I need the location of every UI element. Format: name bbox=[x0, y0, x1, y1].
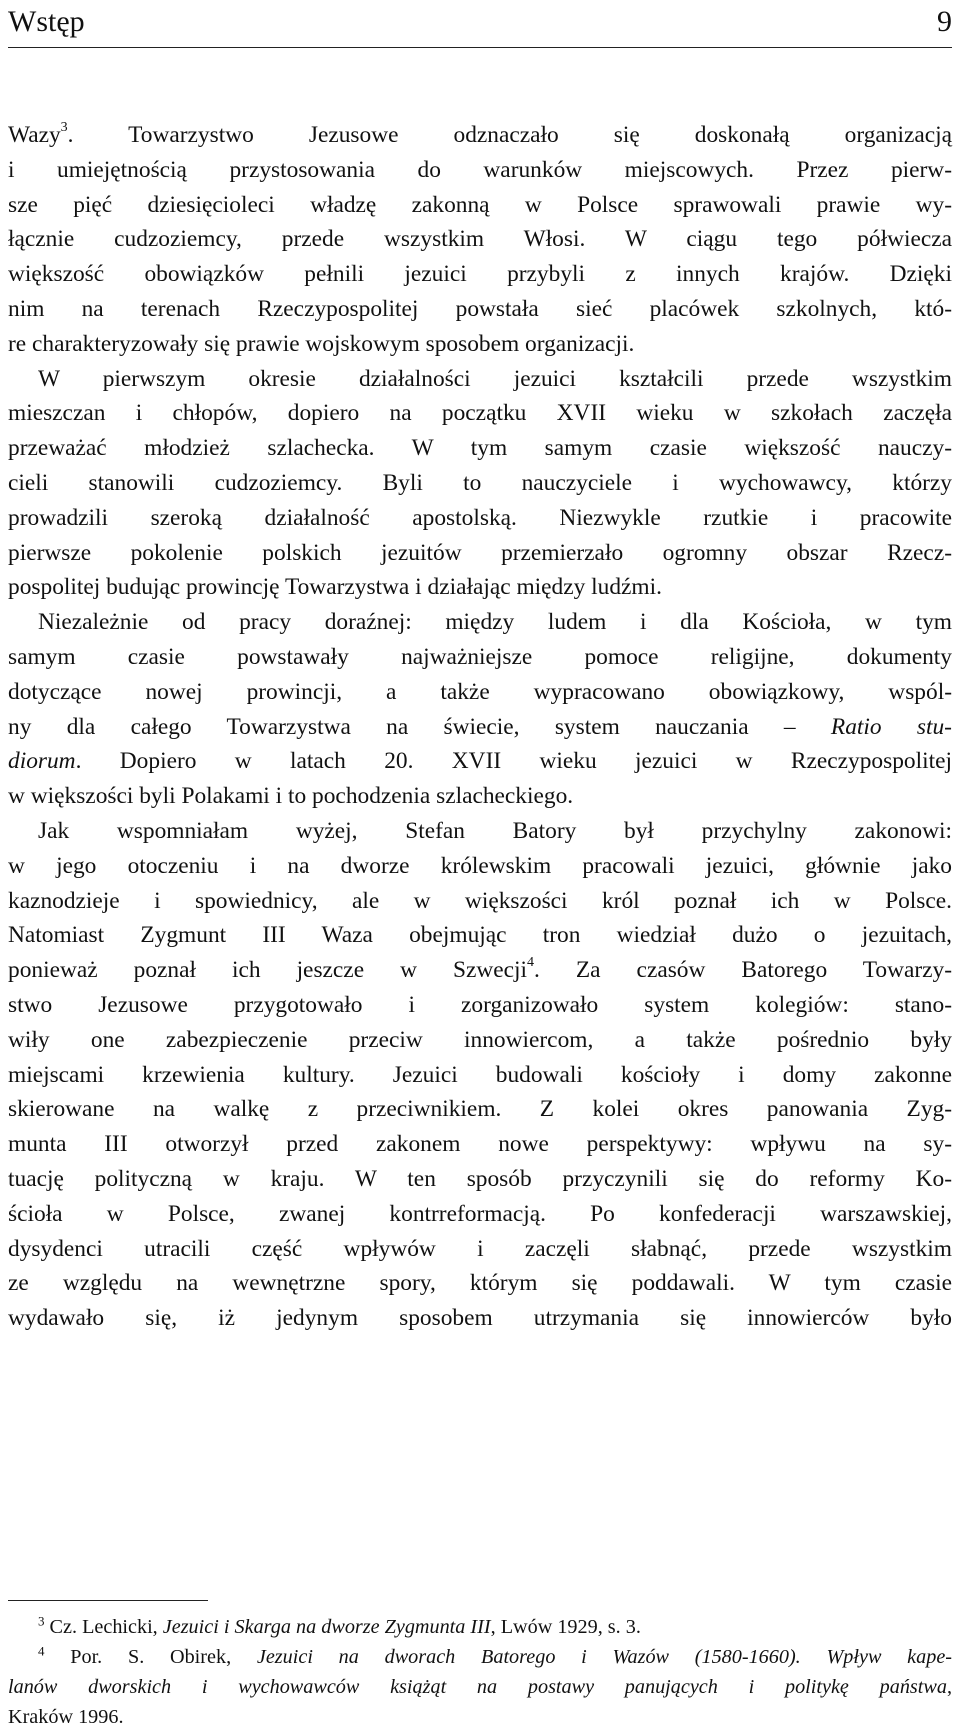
text-line: pierwsze pokolenie polskich jezuitów przemierzało ogromny obszar Rzecz- bbox=[8, 539, 952, 566]
text-line: ponieważ poznał ich jeszcze w Szwecji$^4$. Za czasów Batorego Towarzy- bbox=[8, 955, 953, 984]
footnote-ref-4[interactable]: 4 bbox=[527, 955, 535, 971]
text-line: skierowane na walkę z przeciwnikiem. Z kolei okres panowania Zyg- bbox=[8, 1096, 952, 1123]
footnote-number: 4 bbox=[38, 1643, 45, 1659]
text-line: stwo Jezusowe przygotowało i zorganizowało system kolegiów: stano- bbox=[8, 991, 952, 1018]
text-line: większość obowiązków pełnili jezuici przybyli z innych krajów. Dzięki bbox=[8, 261, 952, 288]
text-line: prowadzili szeroką działalność apostolską. Niezwykle rzutkie i pracowite bbox=[8, 504, 952, 531]
text-line: Jak wspomniałam wyżej, Stefan Batory był przychylny zakonowi: bbox=[38, 817, 952, 844]
text-line: ścioła w Polsce, zwanej kontrreformacją. Po konfederacji warszawskiej, bbox=[8, 1200, 952, 1227]
text-line: miejscami krzewienia kultury. Jezuici budowali kościoły i domy zakonne bbox=[8, 1061, 952, 1088]
footnote-4: $^4$ Por. S. Obirek, Jezuici na dworach Batorego i Wazów (1580-1660). Wpływ kape- bbox=[38, 1643, 952, 1668]
footnotes bbox=[8, 1612, 952, 1732]
text-line: sze pięć dziesięcioleci władzę zakonną w Polsce sprawowali prawie wy- bbox=[8, 191, 952, 218]
chapter-title: Wstęp bbox=[8, 5, 85, 38]
text-line: wiły one zabezpieczenie przeciw innowiercom, a także pośrednio były bbox=[8, 1026, 952, 1053]
text-line: Natomiast Zygmunt III Waza obejmując tron wiedział dużo o jezuitach, bbox=[8, 922, 952, 949]
text-line: łącznie cudzoziemcy, przede wszystkim Włosi. W ciągu tego półwiecza bbox=[8, 226, 952, 253]
text-line: i umiejętnością przystosowania do warunków miejscowych. Przez pierw- bbox=[8, 156, 952, 183]
text-line: mieszczan i chłopów, dopiero na początku XVII wieku w szkołach zaczęła bbox=[8, 400, 952, 427]
footnote-4-cont: lanów dworskich i wychowawców książąt na postawy panujących i politykę państwa, bbox=[8, 1676, 952, 1698]
footnote-4-cont: Kraków 1996. bbox=[8, 1706, 124, 1728]
text-line: dotyczące nowej prowincji, a także wypracowano obowiązkowy, wspól- bbox=[8, 678, 952, 705]
text-line: Wazy$^3$. Towarzystwo Jezusowe odznaczało się doskonałą organizacją bbox=[8, 120, 952, 148]
text-line: nim na terenach Rzeczypospolitej powstała sieć placówek szkolnych, któ- bbox=[8, 295, 952, 322]
text-line: munta III otworzył przed zakonem nowe perspektywy: wpływu na sy- bbox=[8, 1131, 952, 1158]
text-line: diorum. Dopiero w latach 20. XVII wieku jezuici w Rzeczypospolitej bbox=[8, 748, 952, 775]
text-line: w jego otoczeniu i na dworze królewskim pracowali jezuici, głównie jako bbox=[8, 852, 952, 879]
footnote-3: $^3$ Cz. Lechicki, Jezuici i Skarga na dworze Zygmunta III, Lwów 1929, s. 3. bbox=[38, 1613, 641, 1638]
text-line: wydawało się, iż jedynym sposobem utrzymania się innowierców było bbox=[8, 1305, 952, 1332]
header-rule bbox=[8, 47, 952, 48]
footnote-separator bbox=[8, 1600, 208, 1601]
text-line: cieli stanowili cudzoziemcy. Byli to nauczyciele i wychowawcy, którzy bbox=[8, 469, 952, 496]
text-line: kaznodzieje i spowiednicy, ale w większości król poznał ich w Polsce. bbox=[8, 887, 952, 914]
text-line: re charakteryzowały się prawie wojskowym sposobem organizacji. bbox=[8, 330, 635, 357]
text-line: pospolitej budując prowincję Towarzystwa i działając między ludźmi. bbox=[8, 574, 662, 601]
text-line: w większości byli Polakami i to pochodzenia szlacheckiego. bbox=[8, 783, 574, 810]
footnote-number: 3 bbox=[38, 1613, 45, 1629]
text-line: ze względu na wewnętrzne spory, którym się poddawali. W tym czasie bbox=[8, 1270, 952, 1297]
text-line: samym czasie powstawały najważniejsze pomoce religijne, dokumenty bbox=[8, 643, 952, 670]
body-text bbox=[8, 118, 952, 1336]
running-header bbox=[8, 2, 952, 48]
text-line: ny dla całego Towarzystwa na świecie, system nauczania – Ratio stu- bbox=[8, 713, 952, 740]
text-line: dysydenci utracili część wpływów i zaczęli słabnąć, przede wszystkim bbox=[8, 1235, 952, 1262]
text-line: przeważać młodzież szlachecka. W tym samym czasie większość nauczy- bbox=[8, 435, 952, 462]
footnote-ref-3[interactable]: 3 bbox=[60, 120, 68, 136]
text-line: Niezależnie od pracy doraźnej: między ludem i dla Kościoła, w tym bbox=[38, 609, 952, 636]
text-line: tuację polityczną w kraju. W ten sposób przyczynili się do reformy Ko- bbox=[8, 1165, 952, 1192]
page-number: 9 bbox=[937, 5, 952, 38]
text-line: W pierwszym okresie działalności jezuici kształcili przede wszystkim bbox=[38, 365, 952, 392]
